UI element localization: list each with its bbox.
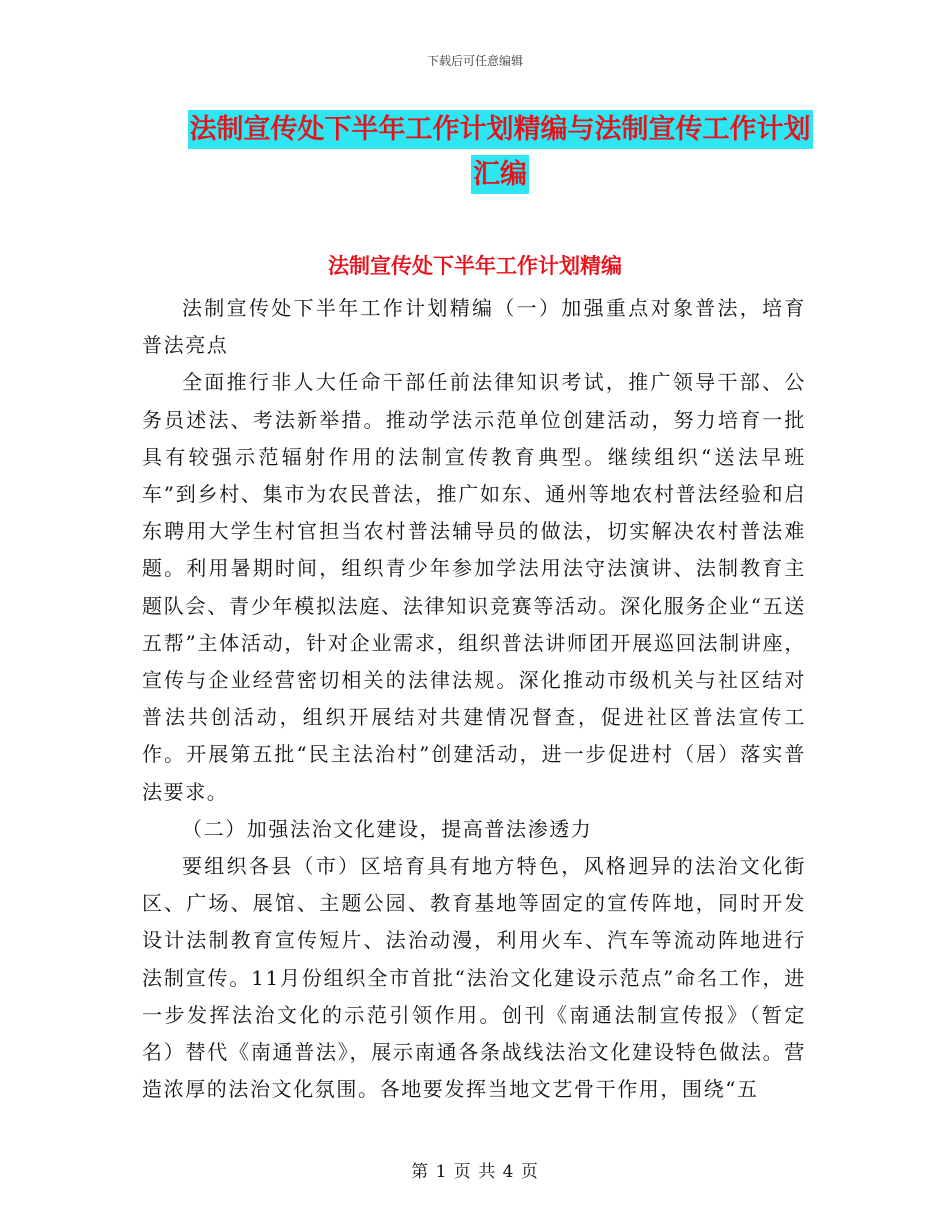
section-heading-2: （二）加强法治文化建设，提高普法渗透力 (182, 816, 593, 841)
page-footer: 第 1 页 共 4 页 (411, 1162, 539, 1182)
title-highlight-1: 法制宣传处下半年工作计划精编与法制宣传工作计划 (188, 110, 813, 149)
title-highlight-2: 汇编 (471, 155, 529, 194)
paragraph-3: 要组织各县（市）区培育具有地方特色，风格迥异的法治文化街区、广场、展馆、主题公园、教育基地等固定的宣传阵地，同时开发设计法制教育宣传短片、法治动漫，利用火车、汽车等流动阵地进行法制宣传。11月份组织全市首批“法治文化建设示范点”命名工作，进一步发挥法治文化的示范引领作用。创刊《南通法制宣传报》（暂定名）替代《南通普法》，展示南通各条战线法治文化建设特色做法。营造浓厚的法治文化氛围。各地要发挥当地文艺骨干作用，围绕“五 (142, 854, 806, 1102)
paragraph-2: 全面推行非人大任命干部任前法律知识考试，推广领导干部、公务员述法、考法新举措。推动学法示范单位创建活动，努力培育一批具有较强示范辐射作用的法制宣传教育典型。继续组织“送法早班车”到乡村、集市为农民普法，推广如东、通州等地农村普法经验和启东聘用大学生村官担当农村普法辅导员的做法，切实解决农村普法难题。利用暑期时间，组织青少年参加学法用法守法演讲、法制教育主题队会、青少年模拟法庭、法律知识竞赛等活动。深化服务企业“五送五帮”主体活动，针对企业需求，组织普法讲师团开展巡回法制讲座，宣传与企业经营密切相关的法律法规。深化推动市级机关与社区结对普法共创活动，组织开展结对共建情况督查，促进社区普法宣传工作。开展第五批“民主法治村”创建活动，进一步促进村（居）落实普法要求。 (142, 370, 806, 804)
document-title-line-1 (150, 116, 850, 143)
document-title-line-2 (150, 161, 850, 188)
body-text (142, 290, 806, 1108)
section-subtitle: 法制宣传处下半年工作计划精编 (328, 253, 622, 278)
header-note: 下载后可任意编辑 (426, 54, 523, 68)
paragraph-1: 法制宣传处下半年工作计划精编（一）加强重点对象普法，培育普法亮点 (142, 296, 806, 358)
